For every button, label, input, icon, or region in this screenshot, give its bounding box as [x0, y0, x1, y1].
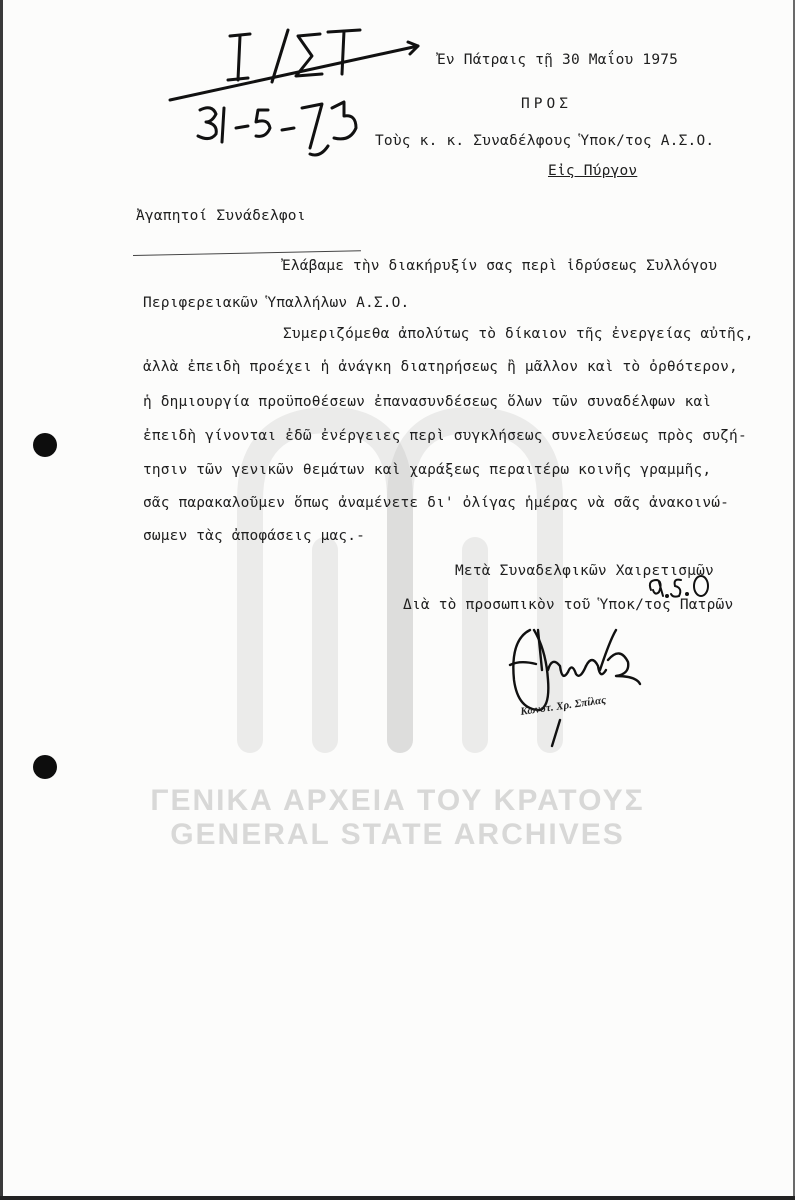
body-line: σωμεν τὰς ἀποφάσεις μας.- — [143, 528, 365, 544]
body-line: ἀλλὰ ἐπειδὴ προέχει ἡ ἀνάγκη διατηρήσεως ἢ μᾶλλον καὶ τὸ ὀρθότερον, — [143, 359, 738, 375]
archive-watermark-greek: ΓΕΝΙΚΑ ΑΡΧΕΙΑ ΤΟΥ ΚΡΑΤΟΥΣ — [150, 784, 645, 817]
to-heading: ΠΡΟΣ — [521, 96, 572, 112]
letter-date: Ἐν Πάτραις τῇ 30 Μαΐου 1975 — [437, 52, 679, 68]
scan-edge-left — [0, 0, 3, 1200]
recipient-line: Τοὺς κ. κ. Συναδέλφους Ὑποκ/τος Α.Σ.Ο. — [375, 133, 715, 149]
punch-hole-bottom — [33, 755, 57, 779]
scan-edge-bottom — [0, 1196, 795, 1200]
handwritten-annotation — [645, 572, 715, 604]
salutation: Ἀγαπητοί Συνάδελφοι — [136, 208, 306, 224]
body-line: Περιφερειακῶν Ὑπαλλήλων Α.Σ.Ο. — [143, 295, 410, 311]
handwritten-signature — [490, 610, 660, 750]
body-line: τησιν τῶν γενικῶν θεμάτων καὶ χαράξεως περαιτέρω κοινῆς γραμμῆς, — [143, 462, 712, 478]
punch-hole-top — [33, 433, 57, 457]
signature-caption: Διὰ τὸ προσωπικὸν τοῦ Ὑποκ/τος Πατρῶν — [403, 597, 734, 613]
body-line: ἡ δημιουργία προϋποθέσεων ἐπανασυνδέσεως ὅλων τῶν συναδέλφων καὶ — [143, 394, 712, 410]
destination-place: Εἰς Πύργον — [548, 163, 638, 179]
salutation-rule — [133, 250, 361, 256]
archive-watermark-english: GENERAL STATE ARCHIVES — [170, 818, 625, 851]
body-line: Συμεριζόμεθα ἀπολύτως τὸ δίκαιον τῆς ἐνεργείας αὐτῆς, — [283, 326, 754, 342]
body-line: ἐπειδὴ γίνονται ἐδῶ ἐνέργειες περὶ συγκλήσεως συνελεύσεως πρὸς συζή- — [143, 428, 747, 444]
signature-stamp: Κωνστ. Χρ. Σπίλας — [519, 694, 607, 718]
body-line: Ἐλάβαμε τὴν διακήρυξίν σας περὶ ἱδρύσεως Συλλόγου — [282, 258, 718, 274]
body-line: σᾶς παρακαλοῦμεν ὅπως ἀναμένετε δι' ὀλίγας ἡμέρας νὰ σᾶς ἀνακοινώ- — [143, 495, 730, 511]
closing-greeting: Μετὰ Συναδελφικῶν Χαιρετισμῶν — [455, 563, 714, 579]
